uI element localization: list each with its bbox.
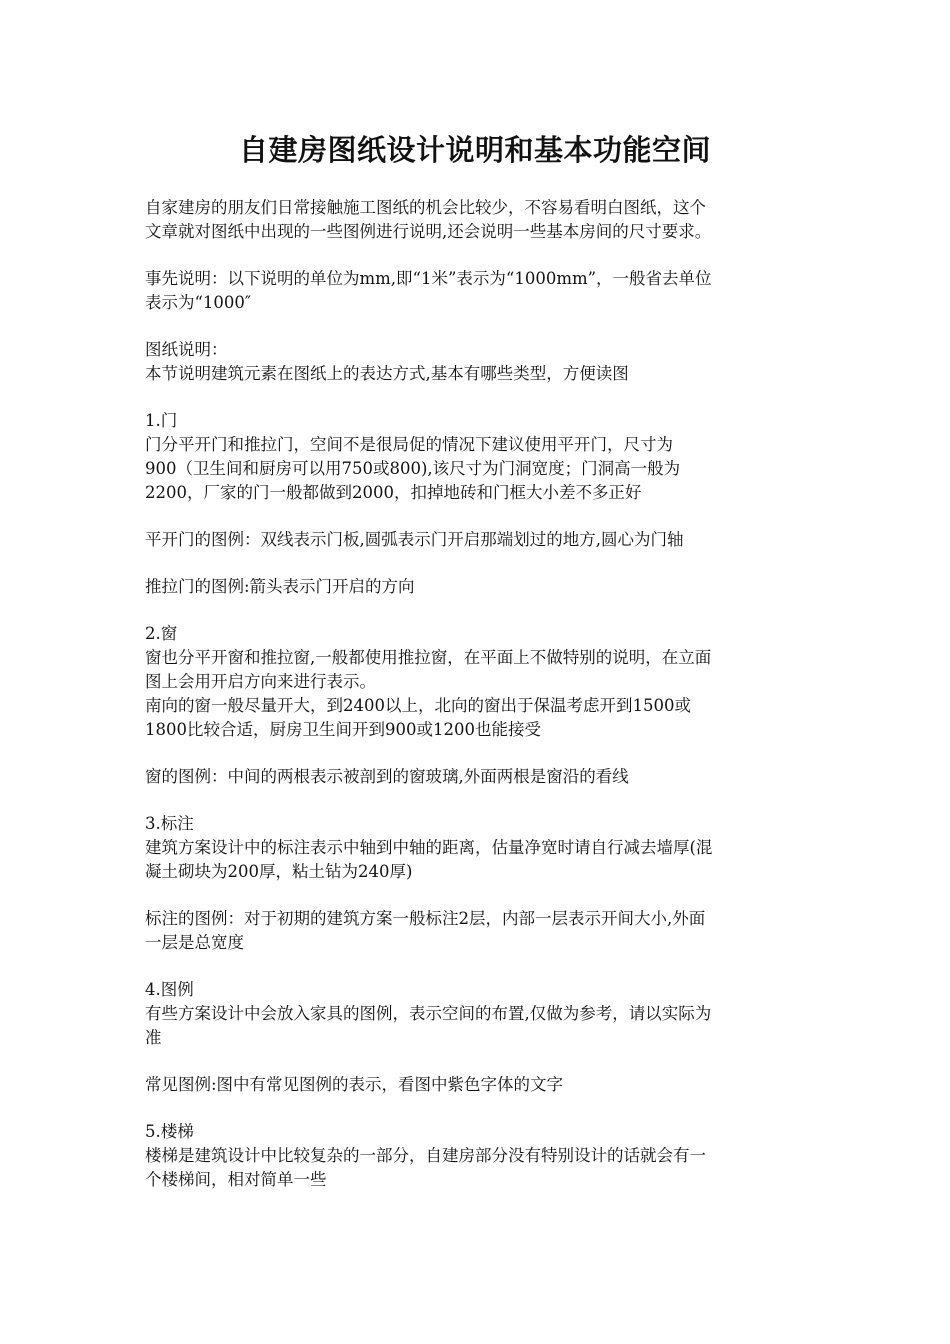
paragraph-door bbox=[145, 409, 810, 505]
paragraph-swing-door-legend bbox=[145, 528, 810, 552]
section-heading: 3.标注 bbox=[145, 814, 194, 833]
text-line: 1800比较合适，厨房卫生间开到900或1200也能接受 bbox=[145, 720, 541, 739]
section-heading: 5.楼梯 bbox=[145, 1122, 194, 1141]
text-line: 2200，厂家的门一般都做到2000，扣掉地砖和门框大小差不多正好 bbox=[145, 483, 642, 502]
document-title: 自建房图纸设计说明和基本功能空间 bbox=[238, 133, 711, 167]
paragraph-drawing-notes bbox=[145, 338, 810, 386]
paragraph-stairs bbox=[145, 1120, 810, 1192]
text-line: 图上会用开启方向来进行表示。 bbox=[145, 672, 376, 691]
text-line: 楼梯是建筑设计中比较复杂的一部分，自建房部分没有特别设计的话就会有一 bbox=[145, 1146, 706, 1165]
text-line: 推拉门的图例:箭头表示门开启的方向 bbox=[145, 577, 415, 596]
document-body bbox=[145, 196, 810, 1215]
paragraph-window bbox=[145, 622, 810, 742]
section-heading: 4.图例 bbox=[145, 980, 194, 999]
text-line: 门分平开门和推拉门，空间不是很局促的情况下建议使用平开门，尺寸为 bbox=[145, 435, 673, 454]
paragraph-common-legend bbox=[145, 1073, 810, 1097]
paragraph-legend bbox=[145, 978, 810, 1050]
section-heading: 图纸说明： bbox=[145, 340, 228, 359]
text-line: 900（卫生间和厨房可以用750或800),该尺寸为门洞宽度；门洞高一般为 bbox=[145, 459, 681, 478]
text-line: 事先说明：以下说明的单位为mm,即“1米”表示为“1000mm”，一般省去单位 bbox=[145, 269, 712, 288]
paragraph-sliding-door-legend bbox=[145, 575, 810, 599]
text-line: 建筑方案设计中的标注表示中轴到中轴的距离，估量净宽时请自行减去墙厚(混 bbox=[145, 838, 713, 857]
text-line: 平开门的图例：双线表示门板,圆弧表示门开启那端划过的地方,圆心为门轴 bbox=[145, 530, 684, 549]
text-line: 有些方案设计中会放入家具的图例，表示空间的布置,仅做为参考，请以实际为 bbox=[145, 1004, 712, 1023]
paragraph-dimension bbox=[145, 812, 810, 884]
text-line: 窗的图例：中间的两根表示被剖到的窗玻璃,外面两根是窗沿的看线 bbox=[145, 767, 629, 786]
text-line: 表示为“1000″ bbox=[145, 293, 252, 312]
text-line: 南向的窗一般尽量开大，到2400以上，北向的窗出于保温考虑开到1500或 bbox=[145, 696, 691, 715]
paragraph-window-legend bbox=[145, 765, 810, 789]
paragraph-dimension-legend bbox=[145, 907, 810, 955]
text-line: 本节说明建筑元素在图纸上的表达方式,基本有哪些类型，方便读图 bbox=[145, 364, 629, 383]
text-line: 文章就对图纸中出现的一些图例进行说明,还会说明一些基本房间的尺寸要求。 bbox=[145, 222, 712, 241]
text-line: 一层是总宽度 bbox=[145, 933, 244, 952]
paragraph-intro bbox=[145, 196, 810, 244]
paragraph-unit-note bbox=[145, 267, 810, 315]
text-line: 窗也分平开窗和推拉窗,一般都使用推拉窗，在平面上不做特别的说明，在立面 bbox=[145, 648, 712, 667]
section-heading: 2.窗 bbox=[145, 624, 178, 643]
text-line: 准 bbox=[145, 1028, 162, 1047]
text-line: 标注的图例：对于初期的建筑方案一般标注2层，内部一层表示开间大小,外面 bbox=[145, 909, 706, 928]
section-heading: 1.门 bbox=[145, 411, 178, 430]
text-line: 常见图例:图中有常见图例的表示，看图中紫色字体的文字 bbox=[145, 1075, 564, 1094]
text-line: 自家建房的朋友们日常接触施工图纸的机会比较少，不容易看明白图纸，这个 bbox=[145, 198, 706, 217]
text-line: 个楼梯间，相对简单一些 bbox=[145, 1170, 327, 1189]
text-line: 凝土砌块为200厚，粘土钻为240厚) bbox=[145, 862, 413, 881]
